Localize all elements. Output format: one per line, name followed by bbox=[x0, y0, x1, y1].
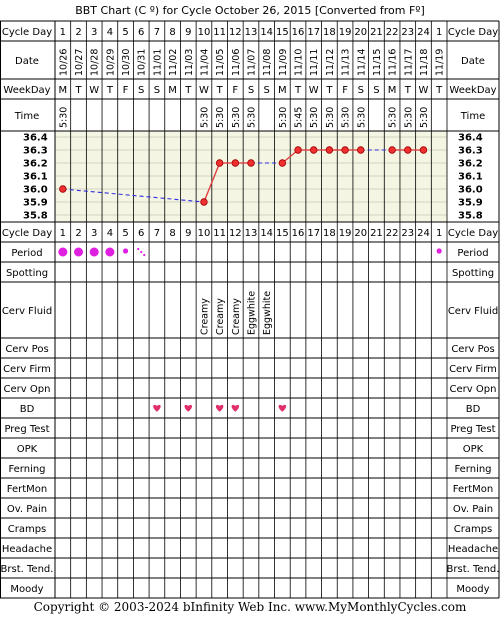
weekday-cell: S bbox=[153, 85, 161, 96]
row-label-right-ferning: Ferning bbox=[454, 464, 492, 475]
weekday-cell: W bbox=[308, 85, 319, 96]
cycle-day-cell: 15 bbox=[275, 27, 289, 38]
cycle-day-cell: 16 bbox=[291, 228, 305, 239]
cycle-day-cell: 13 bbox=[244, 27, 258, 38]
row-label-right-moody: Moody bbox=[456, 584, 490, 595]
row-label-time: Time bbox=[14, 111, 40, 122]
cycle-day-cell: 18 bbox=[323, 228, 336, 239]
cycle-day-cell: 5 bbox=[122, 228, 129, 239]
time-cell: 5:45 bbox=[293, 106, 305, 128]
row-label-cerv-pos: Cerv Pos bbox=[5, 344, 49, 355]
cerv-fluid-cell: Eggwhite bbox=[262, 290, 274, 335]
date-cell: 11/11 bbox=[309, 48, 321, 76]
cycle-day-cell: 7 bbox=[153, 27, 161, 38]
cycle-day-cell: 16 bbox=[291, 27, 305, 38]
weekday-cell: T bbox=[326, 85, 333, 96]
temp-axis-label: 36.4 bbox=[23, 132, 48, 144]
cycle-day-cell: 21 bbox=[370, 27, 383, 38]
row-label-ferning: Ferning bbox=[8, 464, 46, 475]
weekday-cell: W bbox=[199, 85, 209, 96]
cycle-day-cell: 9 bbox=[185, 228, 192, 239]
cycle-day-cell: 17 bbox=[307, 228, 321, 239]
temp-point bbox=[232, 160, 239, 167]
cycle-day-cell: 5 bbox=[122, 27, 129, 38]
cycle-day-cell: 8 bbox=[169, 27, 176, 38]
temp-point bbox=[357, 147, 364, 154]
temp-point bbox=[216, 160, 223, 167]
row-label-spotting: Spotting bbox=[5, 268, 49, 279]
row-label-right-opk: OPK bbox=[462, 444, 484, 455]
copyright-footer: Copyright © 2003-2024 bInfinity Web Inc. www.MyMonthlyCycles.com bbox=[33, 600, 467, 614]
date-cell: 11/02 bbox=[168, 48, 180, 76]
date-cell: 10/28 bbox=[89, 48, 101, 76]
row-label-right-period: Period bbox=[457, 248, 489, 259]
cycle-day-cell: 23 bbox=[401, 27, 415, 38]
temp-point bbox=[420, 147, 427, 154]
period-spotting-dot bbox=[140, 251, 142, 253]
cycle-day-cell: 17 bbox=[307, 27, 321, 38]
cycle-day-cell: 24 bbox=[417, 27, 430, 38]
temp-axis-label-right: 35.8 bbox=[458, 210, 483, 222]
row-label-opk: OPK bbox=[16, 444, 38, 455]
cycle-day-cell: 6 bbox=[138, 27, 145, 38]
cycle-day-cell: 2 bbox=[75, 228, 82, 239]
cycle-day-cell: 18 bbox=[323, 27, 336, 38]
cycle-day-cell: 1 bbox=[435, 27, 443, 38]
temp-axis-label: 36.3 bbox=[23, 145, 48, 157]
row-label-right-bd: BD bbox=[465, 404, 481, 415]
row-label-cramps: Cramps bbox=[7, 524, 47, 535]
date-cell: 11/13 bbox=[340, 48, 352, 76]
cycle-day-cell: 19 bbox=[338, 228, 352, 239]
weekday-cell: T bbox=[75, 85, 82, 96]
row-label-right-date: Date bbox=[461, 56, 485, 67]
row-label-period: Period bbox=[11, 248, 43, 259]
date-cell: 11/19 bbox=[434, 48, 446, 76]
date-cell: 11/06 bbox=[230, 48, 242, 76]
cycle-day-cell: 13 bbox=[244, 228, 258, 239]
date-cell: 11/09 bbox=[277, 48, 289, 76]
date-cell: 10/31 bbox=[136, 48, 148, 76]
temp-axis-label-right: 36.1 bbox=[458, 171, 483, 183]
cycle-day-cell: 6 bbox=[138, 228, 145, 239]
date-cell: 10/26 bbox=[58, 48, 70, 76]
cerv-fluid-cell: Creamy bbox=[199, 298, 211, 335]
cycle-day-cell: 3 bbox=[91, 228, 98, 239]
weekday-cell: T bbox=[404, 85, 411, 96]
cycle-day-cell: 19 bbox=[338, 27, 352, 38]
weekday-cell: S bbox=[357, 85, 364, 96]
row-label-cerv-opn: Cerv Opn bbox=[3, 384, 51, 395]
weekday-cell: M bbox=[278, 85, 287, 96]
temp-axis-label-right: 36.0 bbox=[458, 184, 483, 196]
cycle-day-cell: 14 bbox=[260, 228, 274, 239]
row-label-date: Date bbox=[15, 56, 39, 67]
row-label-right-ov-pain: Ov. Pain bbox=[452, 504, 494, 515]
time-cell: 5:30 bbox=[403, 106, 415, 128]
date-cell: 11/14 bbox=[356, 48, 368, 76]
row-label-headache: Headache bbox=[1, 544, 53, 555]
date-cell: 11/16 bbox=[387, 48, 399, 76]
cycle-day-cell: 11 bbox=[213, 27, 227, 38]
temp-point bbox=[389, 147, 396, 154]
row-label-right-brst-tend: Brst. Tend. bbox=[446, 564, 500, 575]
temp-axis-label: 35.9 bbox=[23, 197, 48, 209]
bd-heart-icon bbox=[153, 405, 161, 412]
bd-heart-icon bbox=[279, 405, 287, 412]
date-cell: 11/04 bbox=[199, 48, 211, 76]
row-label-brst-tend: Brst. Tend. bbox=[0, 564, 54, 575]
weekday-cell: M bbox=[387, 85, 397, 96]
cycle-day-cell: 1 bbox=[435, 228, 443, 239]
cycle-day-cell: 9 bbox=[185, 27, 192, 38]
time-cell: 5:30 bbox=[230, 106, 242, 128]
cycle-day-cell: 22 bbox=[385, 228, 399, 239]
temp-axis-label-right: 36.3 bbox=[458, 145, 483, 157]
row-label-weekday: WeekDay bbox=[3, 85, 51, 96]
weekday-cell: M bbox=[58, 85, 68, 96]
period-heavy-marker bbox=[105, 248, 114, 257]
cycle-day-cell: 2 bbox=[75, 27, 82, 38]
cycle-day-cell: 24 bbox=[417, 228, 430, 239]
temperature-band bbox=[55, 131, 447, 222]
time-cell: 5:30 bbox=[215, 106, 227, 128]
weekday-cell: S bbox=[263, 85, 270, 96]
chart-title: BBT Chart (C º) for Cycle October 26, 2015 [Converted from Fº] bbox=[75, 4, 425, 17]
row-label-right-cycle-day: Cycle Day bbox=[447, 27, 499, 38]
row-label-right-cerv-pos: Cerv Pos bbox=[451, 344, 495, 355]
weekday-cell: F bbox=[342, 85, 348, 96]
row-label-right-cerv-opn: Cerv Opn bbox=[449, 384, 497, 395]
temp-point bbox=[310, 147, 317, 154]
date-cell: 10/27 bbox=[74, 48, 86, 76]
temp-point bbox=[279, 160, 286, 167]
temp-point bbox=[248, 160, 255, 167]
temp-axis-label-right: 36.4 bbox=[458, 132, 483, 144]
date-cell: 11/17 bbox=[403, 48, 415, 76]
row-label-moody: Moody bbox=[10, 584, 44, 595]
temp-axis-label-right: 36.2 bbox=[458, 158, 483, 170]
weekday-cell: T bbox=[185, 85, 192, 96]
row-label-right-cramps: Cramps bbox=[453, 524, 493, 535]
date-cell: 11/05 bbox=[215, 48, 227, 76]
cycle-day-cell: 7 bbox=[153, 228, 161, 239]
cycle-day-cell: 1 bbox=[59, 27, 67, 38]
weekday-cell: S bbox=[138, 85, 145, 96]
period-heavy-marker bbox=[90, 248, 99, 257]
temp-axis-label-right: 35.9 bbox=[458, 197, 483, 209]
temp-point bbox=[60, 186, 67, 193]
temp-point bbox=[201, 199, 208, 206]
period-spotting-dot bbox=[143, 254, 145, 256]
cycle-day-cell: 8 bbox=[169, 228, 176, 239]
row-label-right-cycle-day: Cycle Day bbox=[447, 228, 499, 239]
temp-axis-label: 36.1 bbox=[23, 171, 48, 183]
temp-point bbox=[295, 147, 302, 154]
date-cell: 11/10 bbox=[293, 48, 305, 76]
row-label-cerv-firm: Cerv Firm bbox=[3, 364, 51, 375]
cerv-fluid-cell: Eggwhite bbox=[246, 290, 258, 335]
bd-heart-icon bbox=[185, 405, 193, 412]
bd-heart-icon bbox=[232, 405, 240, 412]
cycle-day-cell: 14 bbox=[260, 27, 274, 38]
cycle-day-cell: 20 bbox=[354, 27, 368, 38]
time-cell: 5:30 bbox=[324, 106, 336, 128]
cycle-day-cell: 21 bbox=[370, 228, 383, 239]
time-cell: 5:30 bbox=[418, 106, 430, 128]
row-label-bd: BD bbox=[19, 404, 35, 415]
period-medium-marker bbox=[123, 248, 128, 253]
row-label-right-spotting: Spotting bbox=[451, 268, 495, 279]
temp-axis-label: 36.2 bbox=[23, 158, 48, 170]
date-cell: 11/18 bbox=[418, 48, 430, 76]
date-cell: 11/03 bbox=[183, 48, 195, 76]
row-label-right-weekday: WeekDay bbox=[449, 85, 497, 96]
temp-point bbox=[326, 147, 333, 154]
row-label-right-cerv-firm: Cerv Firm bbox=[449, 364, 497, 375]
bd-heart-icon bbox=[216, 405, 224, 412]
time-cell: 5:30 bbox=[356, 106, 368, 128]
temp-point bbox=[405, 147, 412, 154]
date-cell: 11/01 bbox=[152, 48, 164, 76]
cycle-day-cell: 3 bbox=[91, 27, 98, 38]
weekday-cell: F bbox=[232, 85, 239, 96]
weekday-cell: S bbox=[247, 85, 255, 96]
date-cell: 11/15 bbox=[371, 48, 383, 76]
row-label-cycle-day: Cycle Day bbox=[1, 228, 53, 239]
cycle-day-cell: 15 bbox=[275, 228, 289, 239]
time-cell: 5:30 bbox=[199, 106, 211, 128]
weekday-cell: S bbox=[373, 85, 380, 96]
weekday-cell: W bbox=[418, 85, 429, 96]
date-cell: 10/29 bbox=[105, 48, 117, 76]
weekday-cell: T bbox=[106, 85, 113, 96]
row-label-right-headache: Headache bbox=[447, 544, 499, 555]
cycle-day-cell: 12 bbox=[228, 228, 242, 239]
weekday-cell: M bbox=[168, 85, 177, 96]
temp-point bbox=[342, 147, 349, 154]
time-cell: 5:30 bbox=[246, 106, 258, 128]
cycle-day-cell: 23 bbox=[401, 228, 415, 239]
cerv-fluid-cell: Creamy bbox=[230, 298, 242, 335]
weekday-cell: T bbox=[294, 85, 302, 96]
cycle-day-cell: 11 bbox=[213, 228, 227, 239]
time-cell: 5:30 bbox=[277, 106, 289, 128]
row-label-ov-pain: Ov. Pain bbox=[6, 504, 48, 515]
row-label-fertmon: FertMon bbox=[6, 484, 48, 495]
row-label-cerv-fluid: Cerv Fluid bbox=[1, 306, 53, 317]
time-cell: 5:30 bbox=[340, 106, 352, 128]
date-cell: 11/12 bbox=[324, 48, 336, 76]
time-cell: 5:30 bbox=[58, 106, 70, 128]
temp-axis-label: 35.8 bbox=[23, 210, 48, 222]
cycle-day-cell: 4 bbox=[106, 27, 114, 38]
period-heavy-marker bbox=[58, 248, 67, 257]
row-label-cycle-day: Cycle Day bbox=[1, 27, 53, 38]
row-label-right-time: Time bbox=[460, 111, 486, 122]
weekday-cell: F bbox=[122, 85, 129, 96]
weekday-cell: T bbox=[436, 85, 443, 96]
weekday-cell: W bbox=[89, 85, 100, 96]
weekday-cell: T bbox=[216, 85, 223, 96]
cycle-day-cell: 1 bbox=[59, 228, 67, 239]
period-spotting-dot bbox=[137, 248, 139, 250]
cycle-day-cell: 10 bbox=[197, 228, 211, 239]
row-label-right-cerv-fluid: Cerv Fluid bbox=[447, 306, 499, 317]
row-label-right-preg-test: Preg Test bbox=[450, 424, 496, 435]
time-cell: 5:30 bbox=[387, 106, 399, 128]
temp-axis-label: 36.0 bbox=[23, 184, 48, 196]
cycle-day-cell: 10 bbox=[197, 27, 211, 38]
row-label-right-fertmon: FertMon bbox=[452, 484, 494, 495]
cerv-fluid-cell: Creamy bbox=[215, 298, 227, 335]
date-cell: 11/07 bbox=[246, 48, 258, 76]
period-medium-marker bbox=[437, 248, 442, 253]
time-cell: 5:30 bbox=[309, 106, 321, 128]
row-label-preg-test: Preg Test bbox=[4, 424, 50, 435]
cycle-day-cell: 20 bbox=[354, 228, 368, 239]
period-heavy-marker bbox=[74, 248, 83, 257]
date-cell: 11/08 bbox=[262, 48, 274, 76]
cycle-day-cell: 4 bbox=[106, 228, 114, 239]
cycle-day-cell: 12 bbox=[228, 27, 242, 38]
cycle-day-cell: 22 bbox=[385, 27, 399, 38]
date-cell: 10/30 bbox=[121, 48, 133, 76]
